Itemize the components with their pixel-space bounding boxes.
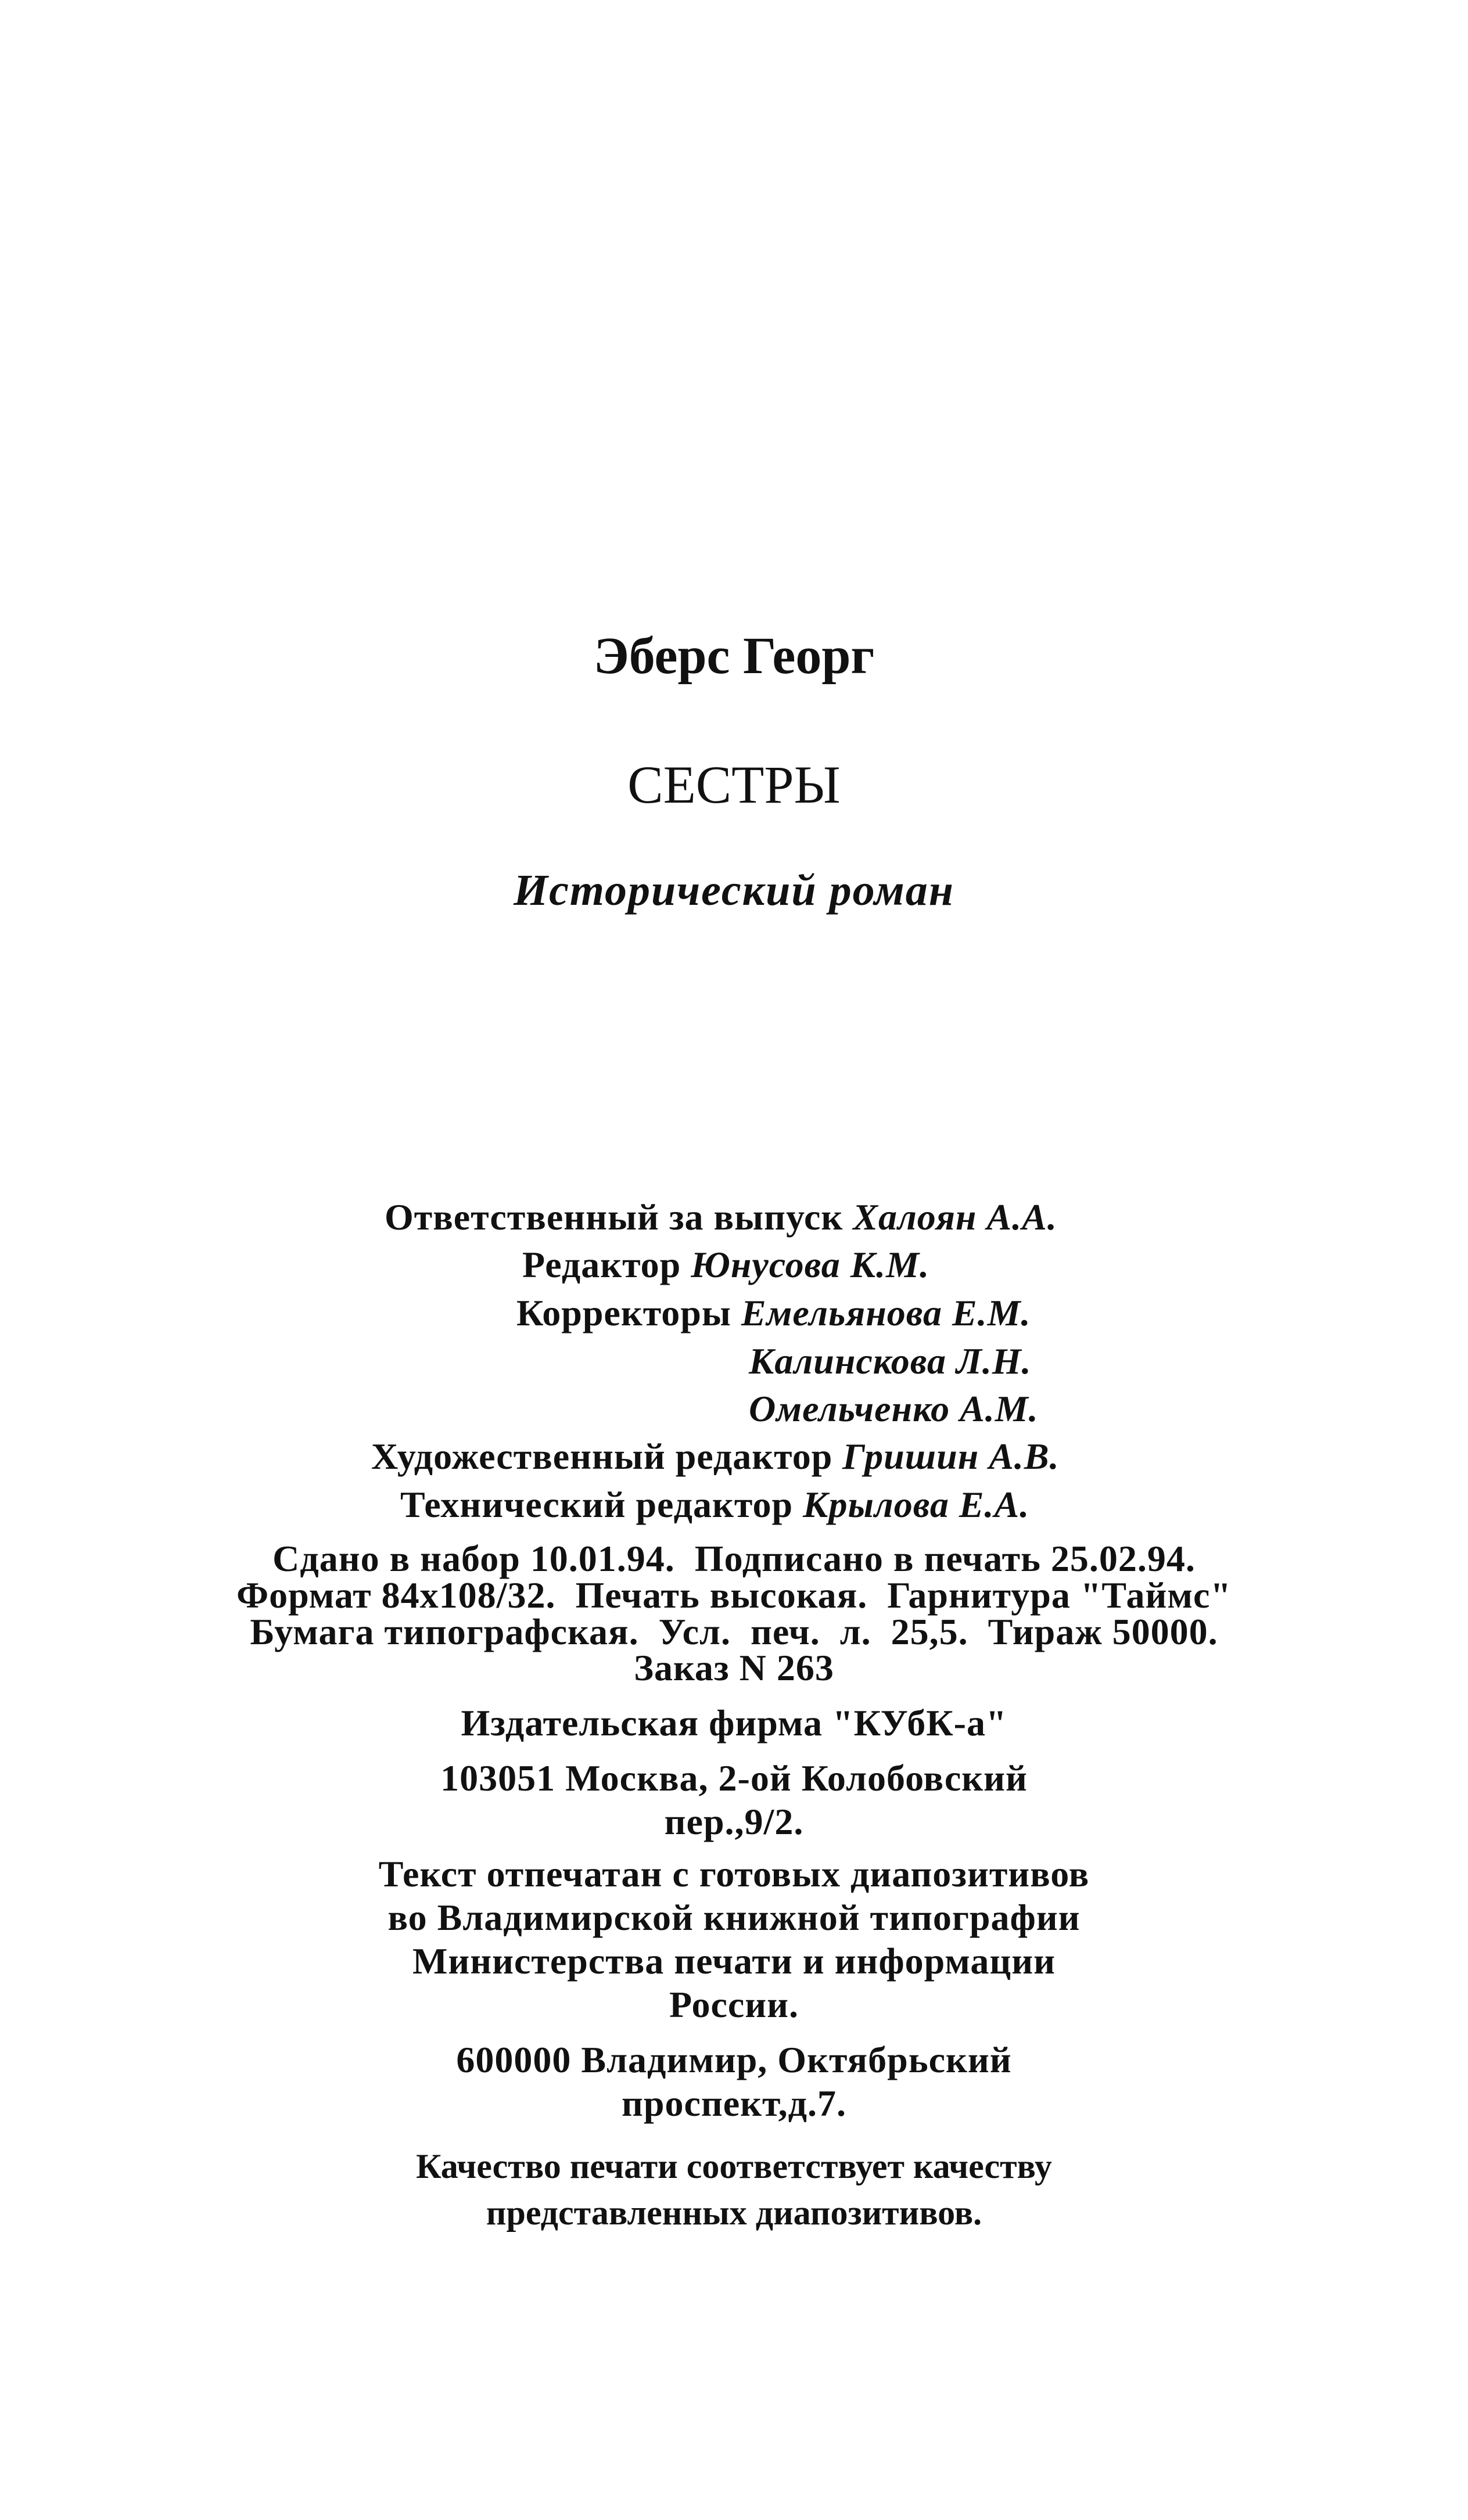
publisher-address-line: пер.,9/2. — [664, 1801, 804, 1842]
credit-person: Емельянова Е.М. — [741, 1292, 1031, 1333]
printer-text-line: Министерства печати и информации — [412, 1940, 1056, 1982]
printer-text-line: России. — [669, 1984, 799, 2025]
publisher-name: Издательская фирма "КУбК-а" — [461, 1702, 1007, 1743]
quality-note-line: Качество печати соответствует качеству — [416, 2147, 1052, 2185]
print-info-line: Сдано в набор 10.01.94. Подписано в печать 25.02.94. — [272, 1538, 1196, 1579]
printer-address-line: 600000 Владимир, Октябрьский — [456, 2039, 1012, 2080]
credit-person: Юнусова К.М. — [691, 1244, 930, 1285]
author-name: Эберс Георг — [593, 627, 875, 685]
credit-role: Художественный редактор — [371, 1436, 833, 1477]
credit-person: Калинскова Л.Н. — [749, 1340, 1032, 1382]
book-subtitle: Исторический роман — [513, 866, 954, 915]
credit-line — [381, 1449, 1029, 1523]
credit-person: Омельченко А.М. — [749, 1388, 1039, 1429]
printer-text-line: во Владимирской книжной типографии — [387, 1897, 1081, 1938]
book-title: СЕСТРЫ — [627, 755, 841, 814]
credit-person: Гришин А.В. — [842, 1436, 1060, 1477]
printer-address-line: проспект,д.7. — [621, 2083, 847, 2124]
print-info-line: Бумага типографская. Усл. печ. л. 25,5. Тираж 50000. — [250, 1611, 1218, 1652]
credit-role: Технический редактор — [400, 1484, 794, 1525]
print-info-line: Заказ N 263 — [634, 1647, 834, 1688]
credit-role: Редактор — [522, 1244, 681, 1285]
credit-role: Корректоры — [516, 1292, 731, 1333]
printer-text-line: Текст отпечатан с готовых диапозитивов — [378, 1853, 1090, 1895]
credit-role: Ответственный за выпуск — [385, 1196, 844, 1238]
quality-note-line: представленных диапозитивов. — [486, 2194, 982, 2232]
print-info-line: Формат 84х108/32. Печать высокая. Гарнитура "Таймс" — [236, 1574, 1232, 1616]
credit-person: Халоян А.А. — [853, 1196, 1057, 1238]
credit-person: Крылова Е.А. — [803, 1484, 1030, 1525]
publisher-address-line: 103051 Москва, 2-ой Колобовский — [440, 1757, 1028, 1799]
